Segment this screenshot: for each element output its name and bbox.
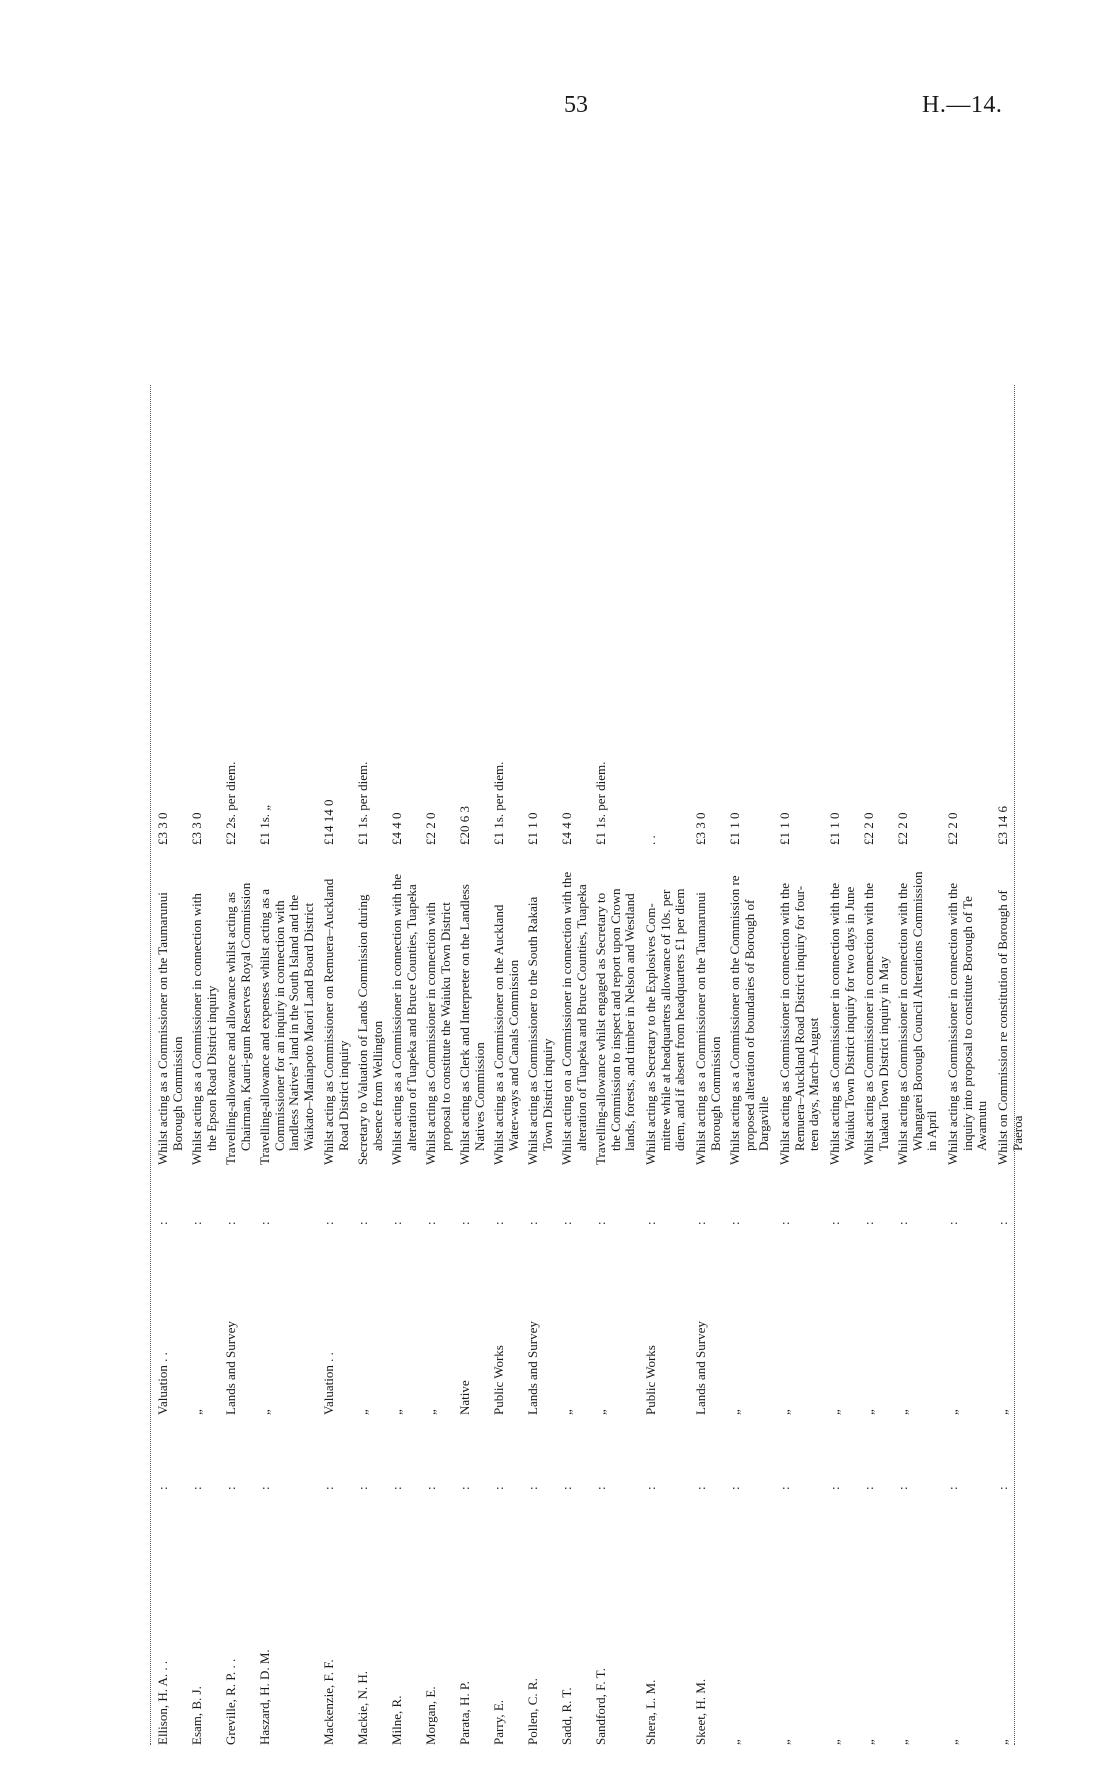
description-line: Chairman, Kauri-gum Reserves Royal Commission (237, 882, 253, 1151)
amount-cell: £4 4 0 (559, 812, 574, 845)
leader-dots: : (995, 1221, 1010, 1225)
department-cell: „ (777, 1409, 792, 1415)
leader-dots: : (491, 1221, 506, 1225)
description-line: alteration of Tuapeka and Bruce Counties, Tuapeka (573, 884, 589, 1151)
leader-dots: : (861, 1221, 876, 1225)
amount-cell: £1 1s. per diem. (355, 761, 370, 845)
description-cell (492, 865, 521, 1165)
leader-dots: : (727, 1221, 742, 1225)
description-cell (156, 865, 185, 1165)
description-line: Whilst on Commission re constitution of Borough of (995, 890, 1010, 1165)
description-cell (322, 865, 351, 1165)
leader-dots: : (945, 1221, 960, 1225)
description-line: Tuakau Town District inquiry in May (875, 956, 891, 1151)
amount-cell: £2 2 0 (895, 812, 910, 845)
department-cell: „ (423, 1409, 438, 1415)
leader-dots: : (827, 1221, 842, 1225)
leader-dots: : (525, 1486, 540, 1490)
description-cell (778, 865, 822, 1165)
leader-dots: : (525, 1221, 540, 1225)
amount-cell: £3 3 0 (693, 812, 708, 845)
name-cell: „ (827, 1739, 842, 1745)
leader-dots: : (423, 1221, 438, 1225)
leader-dots: : (643, 1221, 658, 1225)
name-cell: Skeet, H. M. (693, 1678, 708, 1745)
department-cell: „ (257, 1409, 272, 1415)
leader-dots: : (423, 1486, 438, 1490)
leader-dots: : (355, 1221, 370, 1225)
amount-cell: £2 2 0 (861, 812, 876, 845)
description-line: the Epson Road District inquiry (203, 985, 219, 1151)
description-line: alteration of Tuapeka and Bruce Counties, Tuapeka (403, 884, 419, 1151)
department-cell: „ (727, 1409, 742, 1415)
name-cell: „ (777, 1739, 792, 1745)
description-cell (258, 865, 316, 1165)
leader-dots: : (155, 1221, 170, 1225)
description-cell (728, 865, 772, 1165)
leader-dots: : (895, 1221, 910, 1225)
department-cell: Lands and Survey (223, 1321, 238, 1415)
description-line: Whilst acting as Commissioner to the South Rakaia (525, 896, 540, 1165)
description-line: Awamutu (974, 1100, 989, 1151)
description-line: Whilst acting as Commissioner in connection with the (895, 883, 910, 1165)
name-cell: Esam, B. J. (189, 1686, 204, 1745)
amount-cell: £3 14 6 (995, 806, 1010, 845)
name-cell: Milne, R. (389, 1695, 404, 1745)
description-line: Remuera–Auckland Road District inquiry for four- (791, 885, 807, 1151)
description-cell (946, 865, 990, 1165)
description-cell (356, 865, 385, 1165)
amount-cell: £1 1s. „ (257, 804, 272, 845)
leader-dots: : (491, 1486, 506, 1490)
name-cell: „ (945, 1739, 960, 1745)
department-cell: „ (861, 1409, 876, 1415)
description-line: proposal to constitute the Waiuku Town District (437, 902, 453, 1151)
description-line: Borough Commission (169, 1036, 185, 1151)
amount-cell: £1 1 0 (525, 812, 540, 845)
description-line: teen days, March–August (806, 1017, 821, 1151)
table-bottom-rule (1014, 385, 1015, 1745)
description-line: Commissioner for an inquiry in connection with (271, 900, 287, 1151)
leader-dots: : (559, 1486, 574, 1490)
leader-dots: : (593, 1221, 608, 1225)
name-cell: Parry, E. (491, 1699, 506, 1745)
description-line: Whilst acting as Commissioner in connection with the (945, 883, 960, 1165)
leader-dots: : (223, 1221, 238, 1225)
description-line: Borough Commission (707, 1036, 723, 1151)
leader-dots: : (189, 1221, 204, 1225)
description-line: Water-ways and Canals Commission (505, 959, 521, 1151)
leader-dots: : (257, 1486, 272, 1490)
department-cell: Lands and Survey (525, 1321, 540, 1415)
description-line: Whilst acting as a Commissioner in connection with (189, 893, 204, 1165)
amount-cell: £2 2 0 (423, 812, 438, 845)
name-cell: Ellison, H. A. . . (155, 1660, 170, 1745)
amount-cell: £1 1 0 (727, 812, 742, 845)
amount-cell: £2 2 0 (945, 812, 960, 845)
description-line: Whilst acting as Commissioner in connection with the (827, 883, 842, 1165)
leader-dots: : (457, 1221, 472, 1225)
amount-cell: £1 1s. per diem. (593, 761, 608, 845)
department-cell: „ (355, 1409, 370, 1415)
description-line: proposed alteration of boundaries of Borough of (741, 899, 757, 1151)
department-cell: „ (559, 1409, 574, 1415)
name-cell: Mackie, N. H. (355, 1670, 370, 1745)
leader-dots: : (189, 1486, 204, 1490)
description-cell (224, 865, 253, 1165)
description-line: Travelling-allowance and expenses whilst acting as a (257, 888, 272, 1165)
department-cell: Public Works (643, 1345, 658, 1415)
amount-cell: £1 1 0 (777, 812, 792, 845)
rotated-table (150, 385, 1030, 1745)
leader-dots: : (995, 1486, 1010, 1490)
description-line: Whilst acting as Secretary to the Explosives Com- (643, 903, 658, 1165)
description-cell (862, 865, 891, 1165)
description-cell (896, 865, 940, 1165)
description-line: absence from Wellington (369, 1020, 385, 1151)
department-cell: „ (995, 1409, 1010, 1415)
name-cell: Morgan, E. (423, 1686, 438, 1745)
department-cell: „ (827, 1409, 842, 1415)
leader-dots: : (223, 1486, 238, 1490)
series-reference: H.—14. (922, 92, 1003, 118)
description-line: landless Natives’ land in the South Island and the (286, 894, 301, 1151)
name-cell: „ (861, 1739, 876, 1745)
leader-dots: : (321, 1221, 336, 1225)
amount-cell: £3 3 0 (189, 812, 204, 845)
leader-dots: : (321, 1486, 336, 1490)
department-cell: Public Works (491, 1345, 506, 1415)
department-cell: „ (593, 1409, 608, 1415)
name-cell: Pollen, C. R. (525, 1678, 540, 1745)
amount-cell: £1 1 0 (827, 812, 842, 845)
leader-dots: : (693, 1221, 708, 1225)
name-cell: „ (727, 1739, 742, 1745)
description-line: Whilst acting as Commissioner in connection with (423, 902, 438, 1165)
leader-dots: : (559, 1221, 574, 1225)
name-cell: Sandford, F. T. (593, 1668, 608, 1745)
description-cell (996, 865, 1025, 1165)
description-line: Travelling-allowance whilst engaged as Secretary to (593, 892, 608, 1165)
amount-cell: £4 4 0 (389, 812, 404, 845)
description-line: Whilst acting as Commissioner in connection with the (861, 883, 876, 1165)
amount-cell: . . (643, 835, 658, 845)
description-line: mittee while at headquarters allowance of 10s. per (657, 889, 673, 1151)
description-cell (694, 865, 723, 1165)
department-cell: Valuation . . (321, 1352, 336, 1415)
amount-cell: £3 3 0 (155, 812, 170, 845)
leader-dots: : (727, 1486, 742, 1490)
name-cell: „ (995, 1739, 1010, 1745)
name-cell: Shera, L. M. (643, 1679, 658, 1745)
description-line: Travelling-allowance and allowance whilst acting as (223, 892, 238, 1165)
description-line: Whilst acting as a Commissioner in connection with the (389, 873, 404, 1165)
leader-dots: : (861, 1486, 876, 1490)
page-number: 53 (564, 92, 588, 118)
leader-dots: : (777, 1486, 792, 1490)
description-line: Whilst acting as a Commissioner on the Taumarunui (693, 892, 708, 1165)
department-cell: „ (895, 1409, 910, 1415)
description-cell (424, 865, 453, 1165)
leader-dots: : (643, 1486, 658, 1490)
amount-cell: £14 14 0 (321, 799, 336, 845)
description-cell (828, 865, 857, 1165)
leader-dots: : (257, 1221, 272, 1225)
description-line: Town District inquiry (539, 1038, 555, 1151)
description-line: Whilst acting as a Commissioner on the Auckland (491, 904, 506, 1165)
description-line: Whilst acting on a Commissioner in connection with the (559, 871, 574, 1165)
description-line: Whilst acting as a Commissioner on the Taumarunui (155, 892, 170, 1165)
name-cell: „ (895, 1739, 910, 1745)
leader-dots: : (155, 1486, 170, 1490)
description-cell (644, 865, 688, 1165)
description-line: inquiry into proposal to constitute Borough of Te (959, 896, 975, 1151)
description-line: Whilst acting as Clerk and Interpreter on the Landless (457, 884, 472, 1165)
name-cell: Greville, R. P. . . (223, 1658, 238, 1745)
leader-dots: : (389, 1221, 404, 1225)
description-line: lands, forests, and timber in Nelson and Westland (622, 893, 637, 1151)
description-cell (390, 865, 419, 1165)
leader-dots: : (389, 1486, 404, 1490)
description-cell (190, 865, 219, 1165)
description-line: Natives Commission (471, 1042, 487, 1151)
description-line: Whangarei Borough Council Alterations Commission (909, 871, 925, 1151)
department-cell: „ (189, 1409, 204, 1415)
description-line: Waikato–Maniapoto Maori Land Board District (300, 902, 316, 1151)
description-line: Whilst acting as a Commissioner on the Commission re (727, 875, 742, 1165)
name-cell: Parata, H. P. (457, 1681, 472, 1745)
description-line: in April (924, 1110, 939, 1151)
amount-cell: £2 2s. per diem. (223, 761, 238, 845)
description-cell (560, 865, 589, 1165)
department-cell: Valuation . . (155, 1352, 170, 1415)
description-line: Road District inquiry (335, 1040, 351, 1151)
description-line: Dargaville (756, 1096, 771, 1151)
name-cell: Mackenzie, F. F. (321, 1659, 336, 1745)
leader-dots: : (827, 1486, 842, 1490)
leader-dots: : (355, 1486, 370, 1490)
department-cell: „ (945, 1409, 960, 1415)
description-line: the Commission to inspect and report upon Crown (607, 888, 623, 1151)
description-line: Waiuku Town District inquiry for two days in June (841, 886, 857, 1151)
description-line: Whilst acting as Commissioner on Remuera–Auckland (321, 878, 336, 1165)
table-top-rule (150, 385, 151, 1745)
amount-cell: £1 1s. per diem. (491, 761, 506, 845)
department-cell: Lands and Survey (693, 1321, 708, 1415)
leader-dots: : (693, 1486, 708, 1490)
description-line: Paeroa (1009, 1115, 1025, 1151)
description-cell (594, 865, 638, 1165)
name-cell: Sadd, R. T. (559, 1687, 574, 1745)
leader-dots: : (945, 1486, 960, 1490)
department-cell: Native (457, 1380, 472, 1415)
amount-cell: £20 6 3 (457, 806, 472, 845)
name-cell: Haszard, H. D. M. (257, 1649, 272, 1745)
description-line: Secretary to Valuation of Lands Commission during (355, 894, 370, 1165)
leader-dots: : (593, 1486, 608, 1490)
department-cell: „ (389, 1409, 404, 1415)
leader-dots: : (777, 1221, 792, 1225)
description-cell (526, 865, 555, 1165)
description-line: diem, and if absent from headquarters £1 per diem (672, 888, 687, 1151)
leader-dots: : (895, 1486, 910, 1490)
leader-dots: : (457, 1486, 472, 1490)
description-cell (458, 865, 487, 1165)
description-line: Whilst acting as Commissioner in connection with the (777, 883, 792, 1165)
